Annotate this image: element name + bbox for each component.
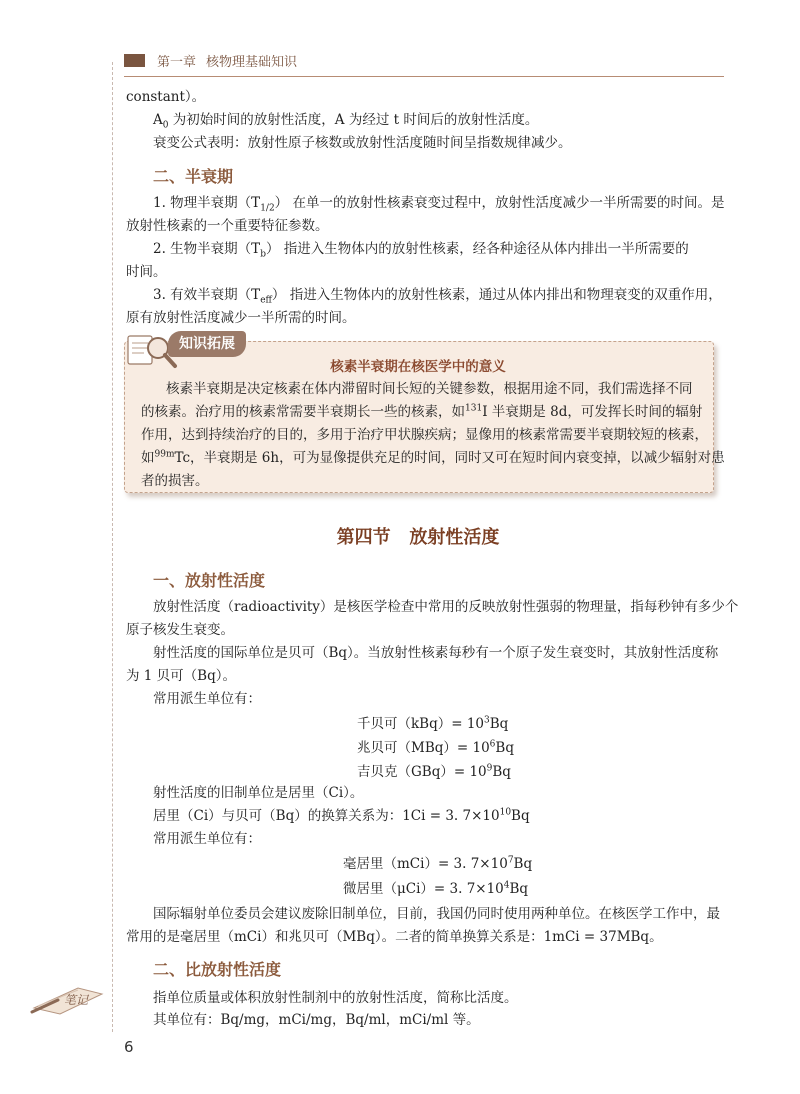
intro-line-3: 衰变公式表明：放射性原子核数或放射性活度随时间呈指数规律减少。 [153, 135, 572, 151]
equation-kbq: 千贝可$(kBq)= 10^3Bq$ [357, 715, 509, 732]
intro-line-1: constant）。 [126, 89, 206, 105]
heading-half-life: 二、半衰期 [153, 167, 234, 186]
knowledge-badge: 知识拓展 [168, 331, 246, 357]
page-number: 6 [124, 1038, 134, 1056]
icru-line-1: 国际辐射单位委员会建议废除旧制单位，目前，我国仍同时使用两种单位。在核医学工作中，最 [153, 906, 720, 922]
icru-line-2: 常用的是毫居里（mCi）和兆贝可（MBq）。二者的简单换算关系是：1mCi = 37MBq。 [126, 929, 663, 945]
old-unit-line: 射性活度的旧制单位是居里（Ci）。 [153, 785, 364, 801]
si-unit-line-1: 射性活度的国际单位是贝可（Bq）。当放射性核素每秒有一个原子发生衰变时，其放射性活度称 [153, 645, 719, 661]
header-title: 核物理基础知识 [206, 55, 298, 70]
para-physical-half-life: 1. 物理半衰期$(T_{1/2})$ 在单一的放射性核素衰变过程中，放射性活度减少一半所需要的时间。是 [153, 195, 725, 214]
knowledge-line-4: 如$^{99m}$Tc，半衰期是 6h，可为显像提供充足的时间，同时又可在短时间内衰变掉，以减少辐射对患 [141, 449, 725, 466]
equation-gbq: 吉贝克$(GBq)= 10^9Bq$ [357, 763, 511, 780]
equation-uci: 微居里（μCi）= 3. $7\times 10^4Bq$ [343, 880, 529, 897]
equation-mbq: 兆贝可$(MBq)= 10^6Bq$ [357, 739, 514, 756]
conversion-line: 居里（Ci）与贝可（Bq）的换算关系为：1Ci = 3. $7\times 10^{10}Bq$ [153, 807, 530, 824]
header-rule [124, 76, 724, 77]
knowledge-line-3: 作用，达到持续治疗的目的，多用于治疗甲状腺疾病；显像用的核素常需要半衰期较短的核素， [141, 427, 708, 443]
para-biological-half-life-2: 时间。 [126, 264, 167, 280]
equation-mci: 毫居里（mCi）= 3. $7\times 10^7Bq$ [343, 855, 533, 872]
heading-radioactivity: 一、放射性活度 [153, 571, 266, 590]
para-physical-half-life-2: 放射性核素的一个重要特征参数。 [126, 218, 329, 234]
section-title: 第四节 放射性活度 [336, 527, 500, 548]
header-chapter: 第一章 [157, 55, 197, 70]
para-biological-half-life: 2. 生物半衰期$(T_b)$ 指进入生物体内的放射性核素，经各种途径从体内排出一半所需要的 [153, 241, 689, 260]
para-effective-half-life: 3. 有效半衰期$(T_{eff})$ 指进入生物体内的放射性核素，通过从体内排出和物理衰变的双重作用， [153, 287, 722, 306]
radioactivity-line-1: 放射性活度（radioactivity）是核医学检查中常用的反映放射性强弱的物理量，指每秒钟有多少个 [153, 599, 739, 615]
knowledge-line-1: 核素半衰期是决定核素在体内滞留时间长短的关键参数，根据用途不同，我们需选择不同 [166, 381, 693, 397]
radioactivity-line-2: 原子核发生衰变。 [126, 622, 234, 638]
para-effective-half-life-2: 原有放射性活度减少一半所需的时间。 [126, 310, 356, 326]
heading-specific-activity: 二、比放射性活度 [153, 960, 282, 979]
knowledge-line-5: 者的损害。 [141, 473, 209, 489]
derived-units-label: 常用派生单位有： [153, 691, 261, 707]
knowledge-title: 核素半衰期在核医学中的意义 [330, 359, 506, 375]
notes-label: 笔记 [64, 993, 89, 1007]
header-bar [124, 54, 145, 67]
specific-activity-line-1: 指单位质量或体积放射性制剂中的放射性活度，简称比活度。 [153, 990, 518, 1006]
si-unit-line-2: 为 1 贝可（Bq）。 [126, 668, 236, 684]
derived-units-label-2: 常用派生单位有： [153, 831, 261, 847]
intro-line-2: $A_0$ 为初始时间的放射性活度，A 为经过 t 时间后的放射性活度。 [153, 112, 539, 131]
specific-activity-line-2: 其单位有：Bq/mg，mCi/mg，Bq/ml，mCi/ml 等。 [153, 1012, 480, 1028]
knowledge-line-2: 的核素。治疗用的核素常需要半衰期长一些的核素，如$^{131}$I 半衰期是 8d，可发挥长时间的辐射 [141, 403, 703, 420]
